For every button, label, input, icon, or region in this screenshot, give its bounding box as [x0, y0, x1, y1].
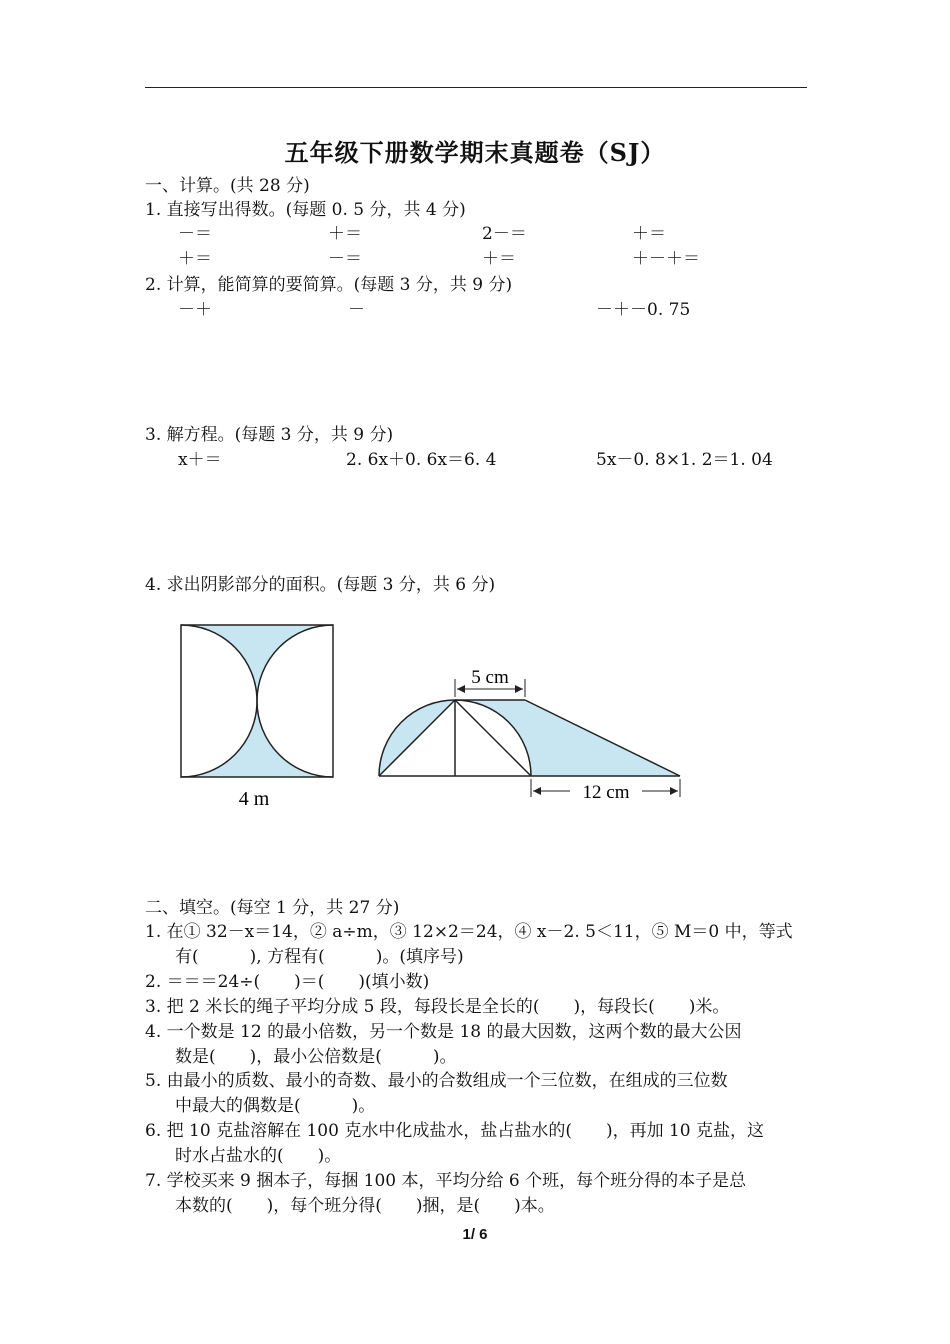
fill-line: 本数的( )，每个班分得( )捆，是( )本。 — [175, 1196, 555, 1216]
fill-line: 有( ), 方程有( )。(填序号) — [175, 947, 464, 967]
q3-item: x＋＝ — [178, 450, 222, 470]
q1-item: ＋＝ — [482, 249, 516, 269]
figure-semicircle-trapezoid — [370, 655, 700, 815]
fill-line: 5. 由最小的质数、最小的奇数、最小的合数组成一个三位数，在组成的三位数 — [145, 1071, 728, 1091]
q2-item: －＋－0. 75 — [596, 300, 691, 320]
q1-label: 1. 直接写出得数。(每题 0. 5 分，共 4 分) — [145, 200, 466, 220]
q2-label: 2. 计算，能简算的要简算。(每题 3 分，共 9 分) — [145, 275, 513, 295]
fill-line: 4. 一个数是 12 的最小倍数，另一个数是 18 的最大因数，这两个数的最大公因 — [145, 1022, 742, 1042]
q1-item: 2－＝ — [482, 224, 527, 244]
fill-line: 中最大的偶数是( )。 — [175, 1096, 376, 1116]
q1-item: ＋＝ — [328, 224, 362, 244]
q1-item: －＝ — [178, 224, 212, 244]
q1-item: ＋－＋＝ — [632, 249, 700, 269]
fig2-bottom-label: 12 cm — [582, 782, 630, 803]
q3-item: 2. 6x＋0. 6x＝6. 4 — [346, 450, 497, 470]
q1-item: －＝ — [328, 249, 362, 269]
figure-square-semicircles — [170, 615, 350, 815]
fill-line: 数是( )，最小公倍数是( )。 — [175, 1047, 457, 1067]
q2-item: － — [348, 300, 365, 320]
q2-item: －＋ — [178, 300, 212, 320]
q4-label: 4. 求出阴影部分的面积。(每题 3 分，共 6 分) — [145, 575, 496, 595]
fill-line: 3. 把 2 米长的绳子平均分成 5 段，每段长是全长的( )，每段长( )米。 — [145, 997, 730, 1017]
fill-line: 时水占盐水的( )。 — [175, 1146, 342, 1166]
q3-label: 3. 解方程。(每题 3 分，共 9 分) — [145, 425, 394, 445]
fig1-side-label: 4 m — [238, 788, 270, 810]
q1-item: ＋＝ — [178, 249, 212, 269]
page-number: 1/ 6 — [462, 1226, 488, 1243]
fill-line: 1. 在① 32－x＝14，② a÷m，③ 12×2＝24，④ x－2. 5＜11，⑤ M＝0 中，等式 — [145, 922, 793, 942]
section2-heading: 二、填空。(每空 1 分，共 27 分) — [145, 898, 400, 918]
header-rule — [145, 87, 807, 88]
fill-line: 2. ＝＝＝24÷( )＝( )(填小数) — [145, 972, 430, 992]
fig2-top-label: 5 cm — [471, 667, 509, 688]
page-title: 五年级下册数学期末真题卷（SJ） — [284, 138, 666, 167]
fill-line: 7. 学校买来 9 捆本子，每捆 100 本，平均分给 6 个班，每个班分得的本子是总 — [145, 1171, 747, 1191]
section1-heading: 一、计算。(共 28 分) — [145, 176, 310, 196]
q1-item: ＋＝ — [632, 224, 666, 244]
q3-item: 5x－0. 8×1. 2＝1. 04 — [596, 450, 773, 470]
fill-line: 6. 把 10 克盐溶解在 100 克水中化成盐水，盐占盐水的( )，再加 10 克盐，这 — [145, 1121, 765, 1141]
